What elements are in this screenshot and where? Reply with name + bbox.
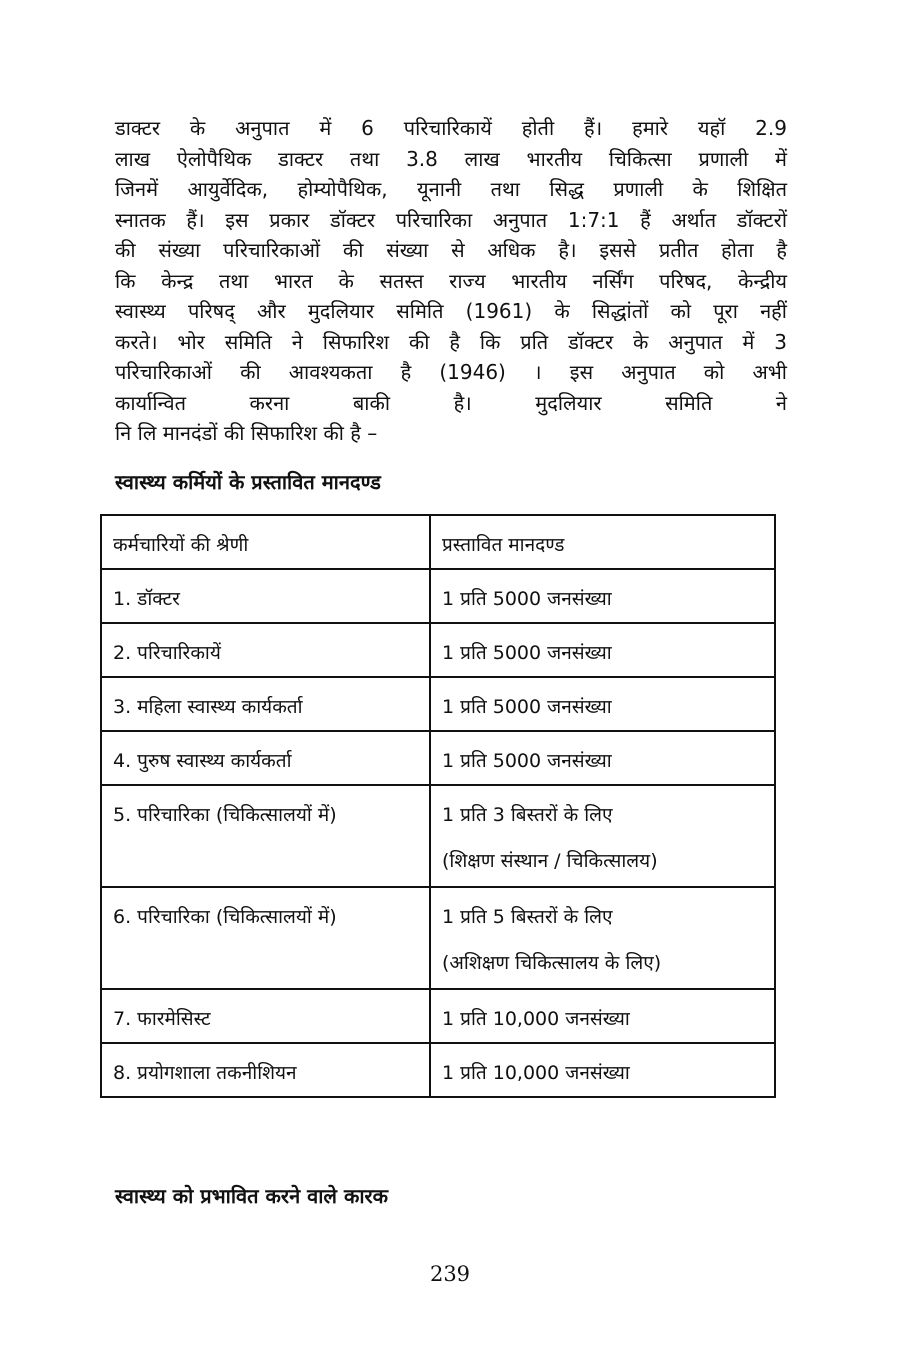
category-text: 2. परिचारिकायें [113, 642, 221, 664]
table-row [101, 569, 775, 623]
category-cell [101, 623, 430, 677]
paragraph-line: की संख्या परिचारिकाओं की संख्या से अधिक है। इससे प्रतीत होता है [115, 238, 787, 262]
norm-text: 1 प्रति 5000 जनसंख्या [442, 750, 612, 772]
norm-text: 1 प्रति 5000 जनसंख्या [442, 588, 612, 610]
category-cell [101, 1043, 430, 1097]
norm-note: (अशिक्षण चिकित्सालय के लिए) [442, 952, 662, 974]
norm-cell [430, 1043, 775, 1097]
norm-text: 1 प्रति 5000 जनसंख्या [442, 642, 612, 664]
header-cell-norm [430, 515, 775, 569]
paragraph-line: कि केन्द्र तथा भारत के सतस्त राज्य भारतीय नर्सिंग परिषद, केन्द्रीय [115, 268, 787, 293]
header-label: कर्मचारियों की श्रेणी [113, 534, 249, 556]
table-row [101, 887, 775, 989]
paragraph-line: डाक्टर के अनुपात में 6 परिचारिकायें होती हैं। हमारे यहॉ 2.9 [115, 116, 787, 140]
table-row [101, 1043, 775, 1097]
norm-text: 1 प्रति 3 बिस्तरों के लिए [442, 804, 613, 826]
paragraph-line: करते। भोर समिति ने सिफारिश की है कि प्रति डॉक्टर के अनुपात में 3 [115, 329, 787, 354]
category-text: 1. डॉक्टर [113, 588, 180, 610]
table-row [101, 731, 775, 785]
category-text: 5. परिचारिका (चिकित्सालयों में) [113, 804, 337, 826]
norms-table [100, 514, 776, 1098]
page-number: 239 [429, 1262, 471, 1286]
category-cell [101, 569, 430, 623]
section-heading-factors: स्वास्थ्य को प्रभावित करने वाले कारक [115, 1184, 389, 1208]
norm-text: 1 प्रति 5000 जनसंख्या [442, 696, 612, 718]
paragraph-line: जिनमें आयुर्वेदिक, होम्योपैथिक, यूनानी तथा सिद्ध प्रणाली के शिक्षित [115, 177, 787, 201]
category-text: 3. महिला स्वास्थ्य कार्यकर्ता [113, 696, 303, 718]
paragraph-line: स्नातक हैं। इस प्रकार डॉक्टर परिचारिका अनुपात 1:7:1 हैं अर्थात डॉक्टरों [115, 207, 787, 232]
paragraph-line: परिचारिकाओं की आवश्यकता है (1946) । इस अनुपात को अभी [115, 360, 787, 384]
table-row [101, 623, 775, 677]
body-paragraph [115, 113, 787, 449]
category-text: 7. फारमेसिस्ट [113, 1008, 211, 1030]
table-row [101, 677, 775, 731]
category-text: 8. प्रयोगशाला तकनीशियन [113, 1062, 297, 1084]
table-row [101, 785, 775, 887]
norm-cell [430, 887, 775, 989]
norm-text: 1 प्रति 5 बिस्तरों के लिए [442, 906, 613, 928]
paragraph-line: स्वास्थ्य परिषद् और मुदलियार समिति (1961) के सिद्धांतों को पूरा नहीं [115, 299, 787, 323]
category-cell [101, 785, 430, 887]
norm-note: (शिक्षण संस्थान / चिकित्सालय) [442, 850, 658, 872]
norm-cell [430, 623, 775, 677]
category-cell [101, 989, 430, 1043]
category-text: 4. पुरुष स्वास्थ्य कार्यकर्ता [113, 750, 292, 772]
paragraph-line: कार्यान्वित करना बाकी है। मुदलियार समिति ने [115, 390, 787, 415]
section-heading-norms: स्वास्थ्य कर्मियों के प्रस्तावित मानदण्ड [115, 470, 381, 494]
norm-cell [430, 785, 775, 887]
category-cell [101, 677, 430, 731]
norm-cell [430, 677, 775, 731]
norm-cell [430, 569, 775, 623]
norm-cell [430, 731, 775, 785]
header-cell-category [101, 515, 430, 569]
paragraph-line: लाख ऐलोपैथिक डाक्टर तथा 3.8 लाख भारतीय चिकित्सा प्रणाली में [115, 146, 787, 171]
category-cell [101, 887, 430, 989]
category-text: 6. परिचारिका (चिकित्सालयों में) [113, 906, 337, 928]
category-cell [101, 731, 430, 785]
norm-text: 1 प्रति 10,000 जनसंख्या [442, 1008, 630, 1030]
paragraph-line: नि लि मानदंडों की सिफारिश की है – [115, 421, 378, 445]
norm-text: 1 प्रति 10,000 जनसंख्या [442, 1062, 630, 1084]
table-row [101, 989, 775, 1043]
header-label: प्रस्तावित मानदण्ड [442, 534, 565, 556]
table-header-row [101, 515, 775, 569]
norm-cell [430, 989, 775, 1043]
